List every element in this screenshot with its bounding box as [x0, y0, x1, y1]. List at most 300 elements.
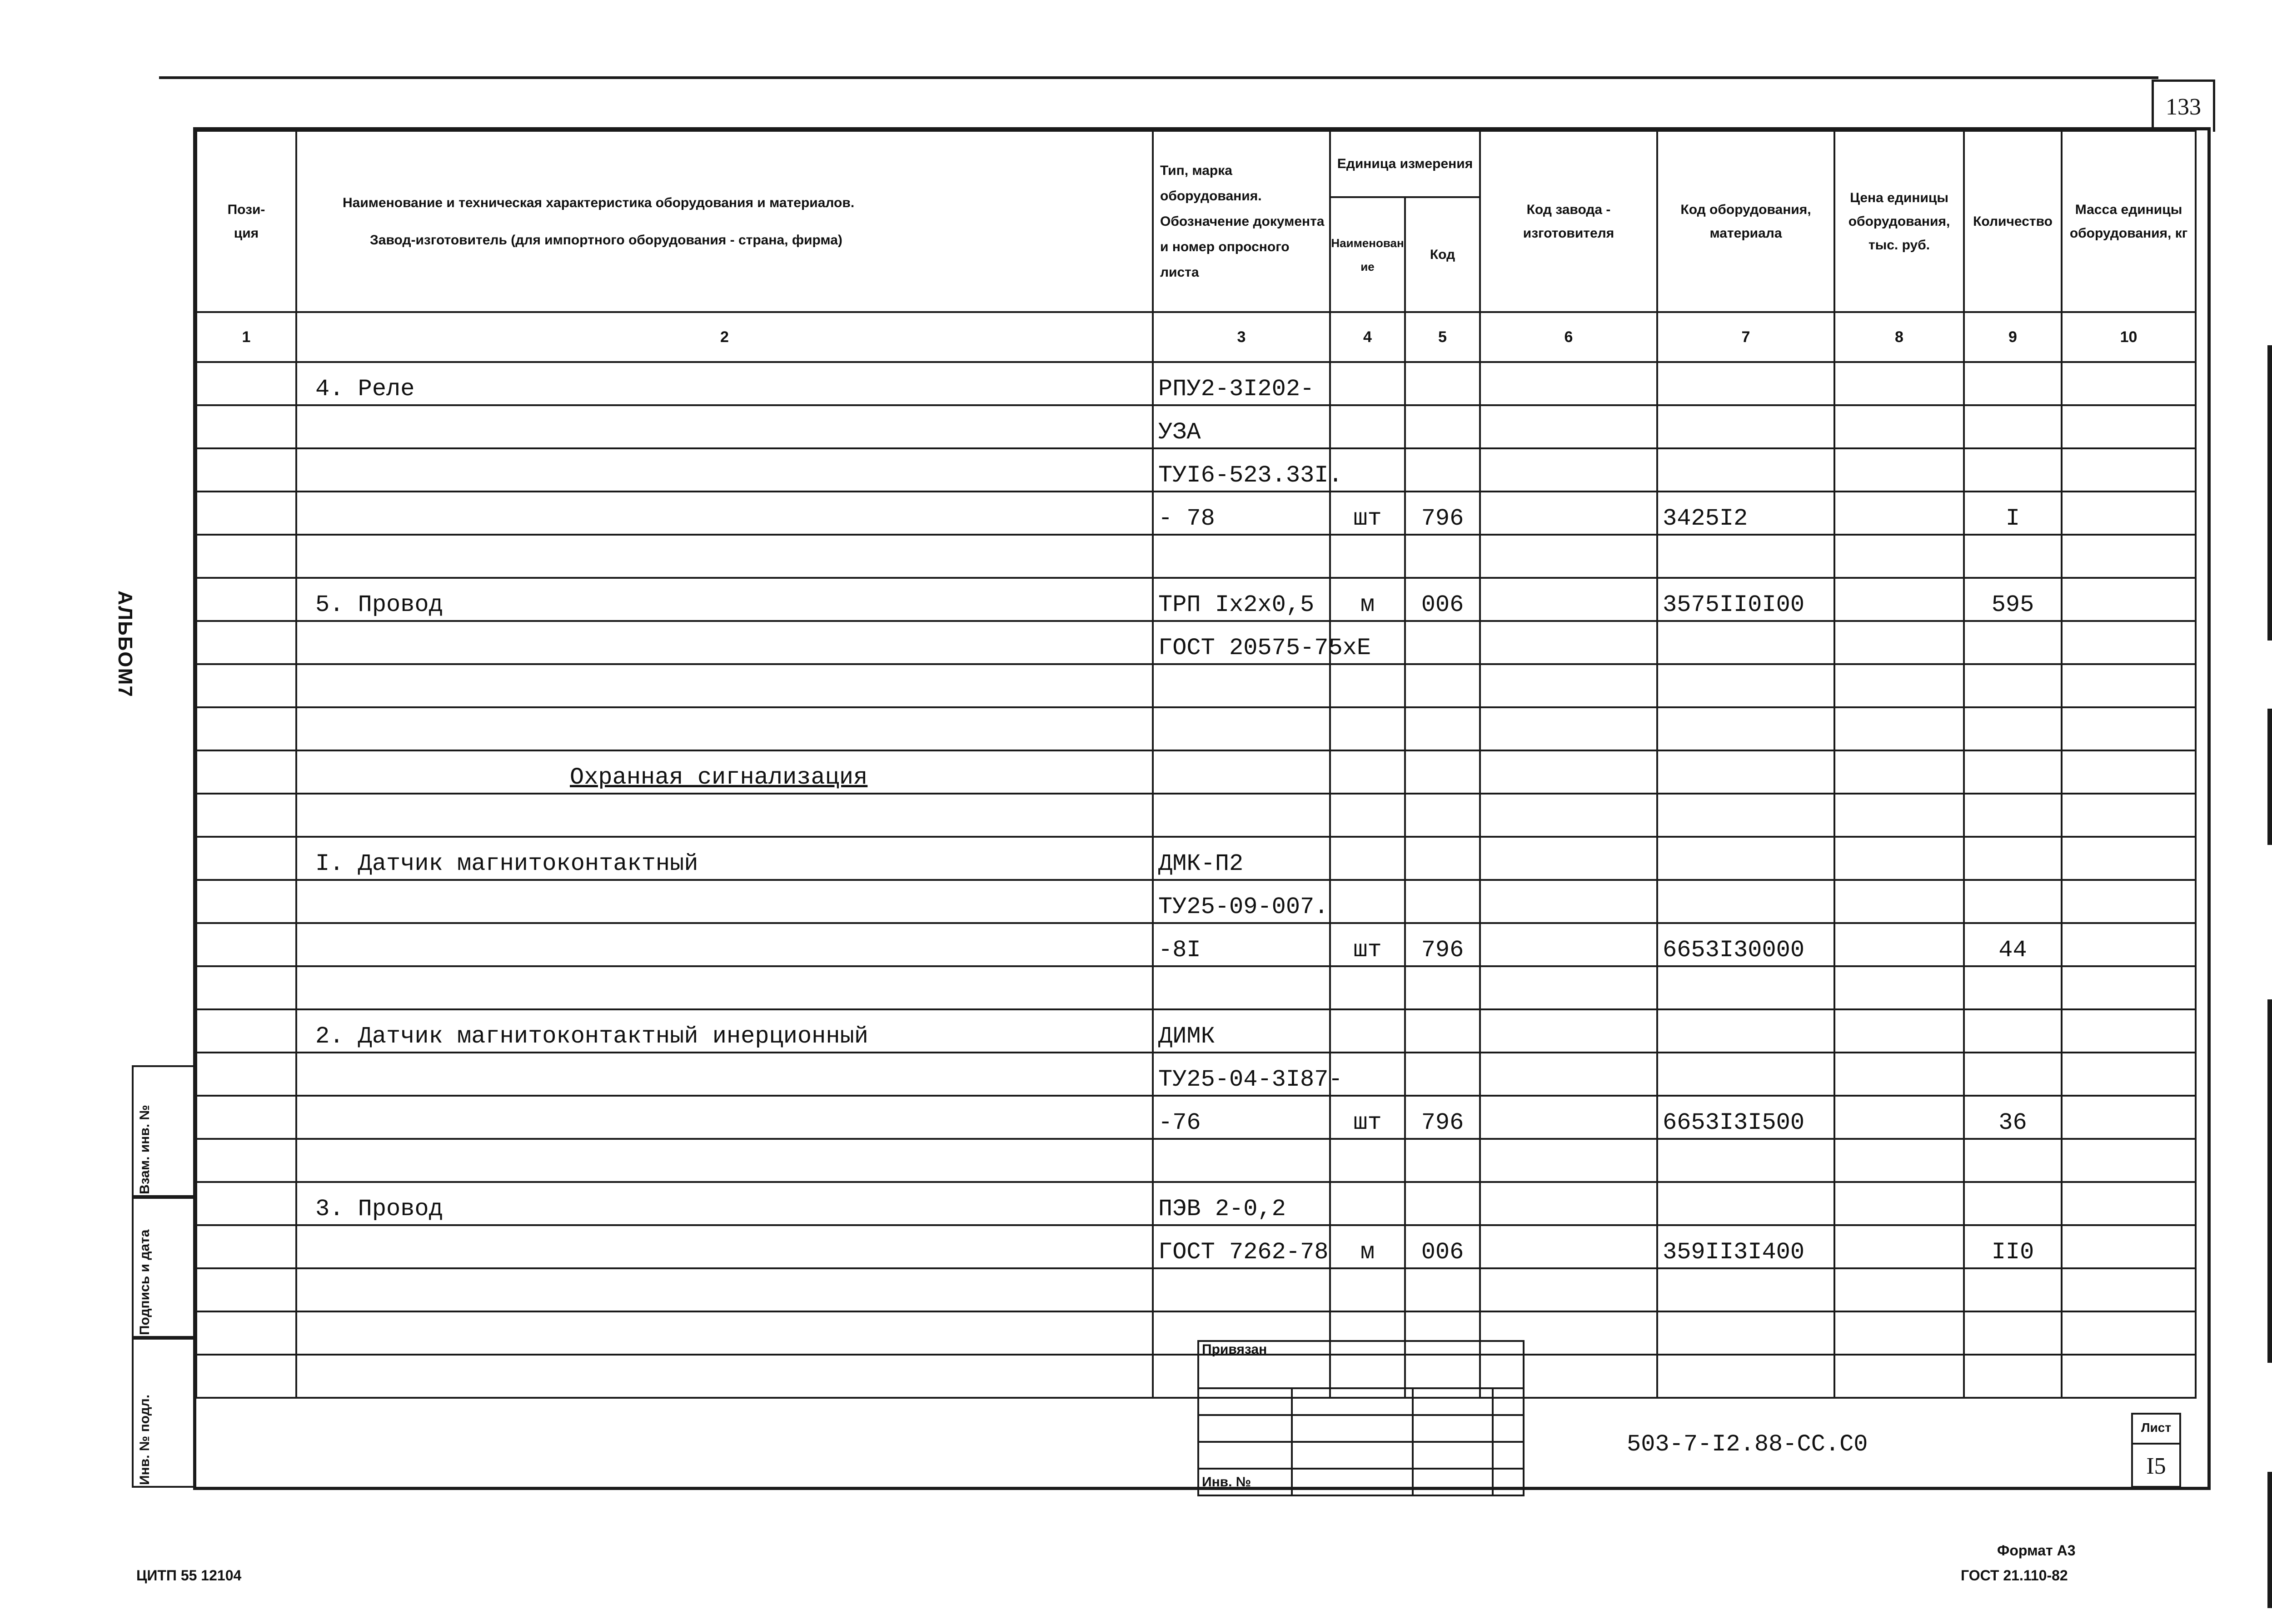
side-cell-inv-zam [132, 1065, 195, 1197]
table-row [196, 362, 2196, 405]
cell-col-6 [1480, 621, 1657, 664]
cell-col-5 [1405, 1268, 1480, 1311]
cell-col-1 [196, 535, 296, 578]
sheet-label: Лист [2133, 1415, 2179, 1445]
cell-col-9: 44 [1964, 923, 2062, 966]
cell-col-9 [1964, 621, 2062, 664]
cell-col-9 [1964, 794, 2062, 837]
cell-col-6 [1480, 1268, 1657, 1311]
scan-edge-mark [2267, 999, 2272, 1363]
table-row [196, 1009, 2196, 1053]
cell-col-4: шт [1330, 1096, 1405, 1139]
column-number: 2 [296, 312, 1153, 362]
cell-col-6 [1480, 750, 1657, 794]
cell-col-4 [1330, 1139, 1405, 1182]
cell-col-7 [1657, 621, 1834, 664]
cell-col-1 [196, 837, 296, 880]
cell-col-5 [1405, 794, 1480, 837]
cell-col-3: ГОСТ 20575-75хЕ [1153, 621, 1330, 664]
cell-col-10 [2062, 837, 2196, 880]
side-label-inv-podl: Инв. № подл. [137, 1394, 152, 1485]
cell-col-5: 006 [1405, 578, 1480, 621]
cell-col-9 [1964, 880, 2062, 923]
stamp-grid [1197, 1340, 1525, 1496]
cell-col-10 [2062, 492, 2196, 535]
cell-col-6 [1480, 1009, 1657, 1053]
cell-col-4: шт [1330, 492, 1405, 535]
cell-col-10 [2062, 794, 2196, 837]
cell-col-1 [196, 794, 296, 837]
cell-col-3: ГОСТ 7262-78 [1153, 1225, 1330, 1268]
cell-col-7 [1657, 1268, 1834, 1311]
cell-col-4 [1330, 664, 1405, 707]
cell-col-6 [1480, 405, 1657, 448]
cell-col-2 [296, 1053, 1153, 1096]
cell-col-5 [1405, 621, 1480, 664]
cell-col-4 [1330, 1268, 1405, 1311]
cell-col-8 [1834, 664, 1964, 707]
table-row [196, 1268, 2196, 1311]
cell-col-8 [1834, 448, 1964, 492]
header-unit-group: Единица измерения [1330, 131, 1480, 197]
cell-col-4 [1330, 794, 1405, 837]
cell-col-9 [1964, 966, 2062, 1009]
cell-col-8 [1834, 794, 1964, 837]
cell-col-4 [1330, 535, 1405, 578]
cell-col-10 [2062, 535, 2196, 578]
table-row [196, 1225, 2196, 1268]
cell-col-2 [296, 1268, 1153, 1311]
cell-col-9: II0 [1964, 1225, 2062, 1268]
cell-col-6 [1480, 578, 1657, 621]
cell-col-3: - 78 [1153, 492, 1330, 535]
cell-col-7: 6653I3I500 [1657, 1096, 1834, 1139]
table-row [196, 880, 2196, 923]
cell-col-1 [196, 1355, 296, 1398]
cell-col-2 [296, 880, 1153, 923]
cell-col-3: РПУ2-3I202- [1153, 362, 1330, 405]
stamp-privyazan: Привязан [1198, 1341, 1524, 1388]
table-row [196, 707, 2196, 750]
cell-col-8 [1834, 1311, 1964, 1355]
cell-col-2 [296, 794, 1153, 837]
cell-col-7: 3575II0I00 [1657, 578, 1834, 621]
cell-col-3: ТРП Iх2х0,5 [1153, 578, 1330, 621]
cell-col-6 [1480, 535, 1657, 578]
cell-col-9: I [1964, 492, 2062, 535]
cell-col-7 [1657, 535, 1834, 578]
section-heading: Охранная сигнализация [570, 764, 868, 791]
side-cell-inv-podl [132, 1338, 195, 1488]
header-unit-code: Код [1405, 197, 1480, 312]
scan-edge-mark [2267, 1472, 2272, 1608]
column-number: 9 [1964, 312, 2062, 362]
cell-col-2 [296, 448, 1153, 492]
cell-col-1 [196, 664, 296, 707]
cell-col-4 [1330, 1009, 1405, 1053]
cell-col-8 [1834, 1225, 1964, 1268]
table-row [196, 966, 2196, 1009]
cell-col-6 [1480, 362, 1657, 405]
table-row [196, 664, 2196, 707]
column-number: 7 [1657, 312, 1834, 362]
column-number: 6 [1480, 312, 1657, 362]
cell-col-1 [196, 1182, 296, 1225]
table-row [196, 750, 2196, 794]
side-label-inv-zam: Взам. инв. № [137, 1105, 152, 1194]
cell-col-6 [1480, 1182, 1657, 1225]
cell-col-9 [1964, 1311, 2062, 1355]
cell-col-4 [1330, 405, 1405, 448]
side-cell-podpis [132, 1197, 195, 1338]
cell-col-2 [296, 664, 1153, 707]
cell-col-10 [2062, 750, 2196, 794]
cell-col-4: шт [1330, 923, 1405, 966]
cell-col-1 [196, 750, 296, 794]
cell-col-2 [296, 750, 1153, 794]
specification-table [195, 130, 2197, 1399]
cell-col-8 [1834, 1096, 1964, 1139]
cell-col-8 [1834, 1268, 1964, 1311]
cell-col-10 [2062, 578, 2196, 621]
cell-col-8 [1834, 621, 1964, 664]
cell-col-5 [1405, 535, 1480, 578]
cell-col-3 [1153, 966, 1330, 1009]
cell-col-8 [1834, 405, 1964, 448]
cell-col-9 [1964, 535, 2062, 578]
cell-col-7: 3425I2 [1657, 492, 1834, 535]
cell-col-2: 5. Провод [296, 578, 1153, 621]
cell-col-3 [1153, 664, 1330, 707]
table-row [196, 794, 2196, 837]
cell-col-7 [1657, 1053, 1834, 1096]
cell-col-6 [1480, 492, 1657, 535]
cell-col-6 [1480, 1096, 1657, 1139]
side-label-podpis: Подпись и дата [137, 1229, 152, 1335]
cell-col-9: 36 [1964, 1096, 2062, 1139]
cell-col-10 [2062, 1225, 2196, 1268]
cell-col-1 [196, 707, 296, 750]
cell-col-1 [196, 448, 296, 492]
table-row [196, 535, 2196, 578]
table-row [196, 621, 2196, 664]
binding-stamp [1197, 1340, 1525, 1490]
cell-col-1 [196, 1053, 296, 1096]
cell-col-5 [1405, 1053, 1480, 1096]
cell-col-2: I. Датчик магнитоконтактный [296, 837, 1153, 880]
table-row [196, 1182, 2196, 1225]
cell-col-3: УЗА [1153, 405, 1330, 448]
cell-col-6 [1480, 707, 1657, 750]
cell-col-10 [2062, 923, 2196, 966]
cell-col-2 [296, 1311, 1153, 1355]
column-number: 3 [1153, 312, 1330, 362]
cell-col-2: 3. Провод [296, 1182, 1153, 1225]
cell-col-8 [1834, 1009, 1964, 1053]
table-row [196, 1053, 2196, 1096]
sheet-box [2131, 1413, 2181, 1488]
cell-col-2 [296, 1096, 1153, 1139]
cell-col-7 [1657, 405, 1834, 448]
cell-col-6 [1480, 1053, 1657, 1096]
cell-col-7 [1657, 1311, 1834, 1355]
cell-col-1 [196, 923, 296, 966]
cell-col-1 [196, 578, 296, 621]
table-row [196, 448, 2196, 492]
table-row [196, 492, 2196, 535]
cell-col-7 [1657, 966, 1834, 1009]
page-number: 133 [2152, 79, 2215, 132]
cell-col-8 [1834, 707, 1964, 750]
cell-col-1 [196, 1139, 296, 1182]
cell-col-8 [1834, 492, 1964, 535]
cell-col-2 [296, 966, 1153, 1009]
cell-col-5 [1405, 362, 1480, 405]
cell-col-8 [1834, 923, 1964, 966]
cell-col-2 [296, 707, 1153, 750]
cell-col-8 [1834, 535, 1964, 578]
scan-edge-mark [2267, 709, 2272, 845]
cell-col-2: 4. Реле [296, 362, 1153, 405]
column-number: 8 [1834, 312, 1964, 362]
cell-col-9 [1964, 362, 2062, 405]
header-mass: Масса единицы оборудования, кг [2062, 131, 2196, 312]
cell-col-8 [1834, 880, 1964, 923]
header-price: Цена единицы оборудования, тыс. руб. [1834, 131, 1964, 312]
cell-col-8 [1834, 578, 1964, 621]
cell-col-5 [1405, 1182, 1480, 1225]
cell-col-10 [2062, 707, 2196, 750]
cell-col-7 [1657, 1139, 1834, 1182]
cell-col-8 [1834, 362, 1964, 405]
cell-col-4 [1330, 966, 1405, 1009]
footer-gost: ГОСТ 21.110-82 [1961, 1567, 2068, 1584]
column-number: 5 [1405, 312, 1480, 362]
cell-col-7 [1657, 794, 1834, 837]
cell-col-5: 796 [1405, 923, 1480, 966]
cell-col-1 [196, 1268, 296, 1311]
footer-citp: ЦИТП 55 12104 [136, 1567, 242, 1584]
cell-col-6 [1480, 448, 1657, 492]
cell-col-1 [196, 966, 296, 1009]
column-number: 1 [196, 312, 296, 362]
top-rule [159, 76, 2158, 79]
cell-col-7 [1657, 1182, 1834, 1225]
cell-col-3: ДМК-П2 [1153, 837, 1330, 880]
cell-col-3 [1153, 794, 1330, 837]
cell-col-6 [1480, 664, 1657, 707]
cell-col-7 [1657, 362, 1834, 405]
cell-col-10 [2062, 1096, 2196, 1139]
table-row [196, 578, 2196, 621]
cell-col-8 [1834, 1053, 1964, 1096]
scan-edge-mark [2267, 345, 2272, 641]
cell-col-3: ТУ25-09-007. [1153, 880, 1330, 923]
header-name-line2: Завод-изготовитель (для импортного оборудования - страна, фирма) [370, 232, 842, 248]
cell-col-8 [1834, 1139, 1964, 1182]
cell-col-6 [1480, 837, 1657, 880]
cell-col-9 [1964, 405, 2062, 448]
cell-col-2 [296, 621, 1153, 664]
cell-col-2 [296, 1139, 1153, 1182]
cell-col-8 [1834, 837, 1964, 880]
cell-col-2 [296, 1225, 1153, 1268]
cell-col-4: м [1330, 578, 1405, 621]
cell-col-3 [1153, 1268, 1330, 1311]
cell-col-1 [196, 405, 296, 448]
cell-col-7 [1657, 664, 1834, 707]
cell-col-2 [296, 405, 1153, 448]
table-row [196, 837, 2196, 880]
cell-col-3 [1153, 707, 1330, 750]
document-code: 503-7-I2.88-СС.С0 [1627, 1431, 1868, 1458]
cell-col-7 [1657, 750, 1834, 794]
header-quantity: Количество [1964, 131, 2062, 312]
table-row [196, 405, 2196, 448]
cell-col-5: 006 [1405, 1225, 1480, 1268]
table-row [196, 1096, 2196, 1139]
cell-col-10 [2062, 966, 2196, 1009]
cell-col-10 [2062, 448, 2196, 492]
cell-col-5 [1405, 837, 1480, 880]
cell-col-5 [1405, 664, 1480, 707]
cell-col-2 [296, 923, 1153, 966]
cell-col-10 [2062, 1139, 2196, 1182]
cell-col-6 [1480, 1225, 1657, 1268]
cell-col-5 [1405, 1139, 1480, 1182]
cell-col-10 [2062, 664, 2196, 707]
header-unit-name: Наименование [1330, 197, 1405, 312]
stamp-inv-no: Инв. № [1198, 1469, 1292, 1495]
cell-col-6 [1480, 1139, 1657, 1182]
cell-col-7 [1657, 707, 1834, 750]
column-number-row [196, 312, 2196, 362]
header-name [296, 131, 1153, 312]
cell-col-9 [1964, 1053, 2062, 1096]
table-row [196, 1139, 2196, 1182]
cell-col-3: -76 [1153, 1096, 1330, 1139]
cell-col-5 [1405, 750, 1480, 794]
cell-col-7 [1657, 880, 1834, 923]
cell-col-3: ПЭВ 2-0,2 [1153, 1182, 1330, 1225]
cell-col-1 [196, 1225, 296, 1268]
cell-col-10 [2062, 621, 2196, 664]
cell-col-5 [1405, 880, 1480, 923]
cell-col-3 [1153, 1139, 1330, 1182]
cell-col-4 [1330, 362, 1405, 405]
cell-col-9 [1964, 664, 2062, 707]
header-factory-code: Код завода - изготовителя [1480, 131, 1657, 312]
cell-col-6 [1480, 794, 1657, 837]
cell-col-6 [1480, 966, 1657, 1009]
cell-col-9 [1964, 1355, 2062, 1398]
cell-col-3: ДИМК [1153, 1009, 1330, 1053]
cell-col-2 [296, 1355, 1153, 1398]
cell-col-8 [1834, 750, 1964, 794]
cell-col-10 [2062, 1009, 2196, 1053]
cell-col-9 [1964, 837, 2062, 880]
cell-col-4 [1330, 837, 1405, 880]
cell-col-3: ТУ25-04-3I87- [1153, 1053, 1330, 1096]
cell-col-4 [1330, 880, 1405, 923]
column-number: 4 [1330, 312, 1405, 362]
cell-col-4 [1330, 1182, 1405, 1225]
table-body [196, 362, 2196, 1398]
cell-col-5 [1405, 405, 1480, 448]
cell-col-1 [196, 1311, 296, 1355]
cell-col-3 [1153, 750, 1330, 794]
cell-col-9 [1964, 1268, 2062, 1311]
header-equipment-code: Код оборудования, материала [1657, 131, 1834, 312]
cell-col-5 [1405, 707, 1480, 750]
cell-col-5 [1405, 448, 1480, 492]
cell-col-1 [196, 880, 296, 923]
cell-col-9 [1964, 750, 2062, 794]
footer-format: Формат А3 [1997, 1542, 2076, 1559]
cell-col-1 [196, 1009, 296, 1053]
cell-col-1 [196, 362, 296, 405]
cell-col-10 [2062, 1355, 2196, 1398]
cell-col-2 [296, 492, 1153, 535]
cell-col-10 [2062, 405, 2196, 448]
table-row [196, 1311, 2196, 1355]
cell-col-1 [196, 492, 296, 535]
cell-col-7: 359II3I400 [1657, 1225, 1834, 1268]
album-label: АЛЬБОМ7 [114, 591, 136, 698]
cell-col-8 [1834, 1355, 1964, 1398]
cell-col-7 [1657, 1009, 1834, 1053]
cell-col-5: 796 [1405, 1096, 1480, 1139]
table-row [196, 923, 2196, 966]
header-type: Тип, марка оборудования. Обозначение документа и номер опросного листа [1153, 131, 1330, 312]
cell-col-10 [2062, 880, 2196, 923]
cell-col-3: ТУI6-523.33I. [1153, 448, 1330, 492]
side-stamp [132, 1065, 195, 1488]
header-position: Пози- ция [196, 131, 296, 312]
header-name-line1: Наименование и техническая характеристика оборудования и материалов. [343, 195, 855, 210]
cell-col-7 [1657, 1355, 1834, 1398]
cell-col-10 [2062, 1182, 2196, 1225]
cell-col-7: 6653I30000 [1657, 923, 1834, 966]
cell-col-1 [196, 1096, 296, 1139]
cell-col-6 [1480, 880, 1657, 923]
cell-col-5 [1405, 966, 1480, 1009]
cell-col-5: 796 [1405, 492, 1480, 535]
cell-col-1 [196, 621, 296, 664]
cell-col-4: м [1330, 1225, 1405, 1268]
cell-col-9 [1964, 1182, 2062, 1225]
column-number: 10 [2062, 312, 2196, 362]
cell-col-9: 595 [1964, 578, 2062, 621]
cell-col-10 [2062, 362, 2196, 405]
cell-col-7 [1657, 448, 1834, 492]
header-row [196, 131, 2196, 197]
cell-col-9 [1964, 448, 2062, 492]
table-row [196, 1355, 2196, 1398]
cell-col-9 [1964, 1139, 2062, 1182]
cell-col-10 [2062, 1311, 2196, 1355]
cell-col-9 [1964, 1009, 2062, 1053]
cell-col-4 [1330, 707, 1405, 750]
cell-col-10 [2062, 1053, 2196, 1096]
sheet-number: I5 [2146, 1453, 2166, 1479]
cell-col-4 [1330, 750, 1405, 794]
cell-col-10 [2062, 1268, 2196, 1311]
cell-col-3 [1153, 535, 1330, 578]
cell-col-8 [1834, 966, 1964, 1009]
cell-col-6 [1480, 923, 1657, 966]
cell-col-3: -8I [1153, 923, 1330, 966]
